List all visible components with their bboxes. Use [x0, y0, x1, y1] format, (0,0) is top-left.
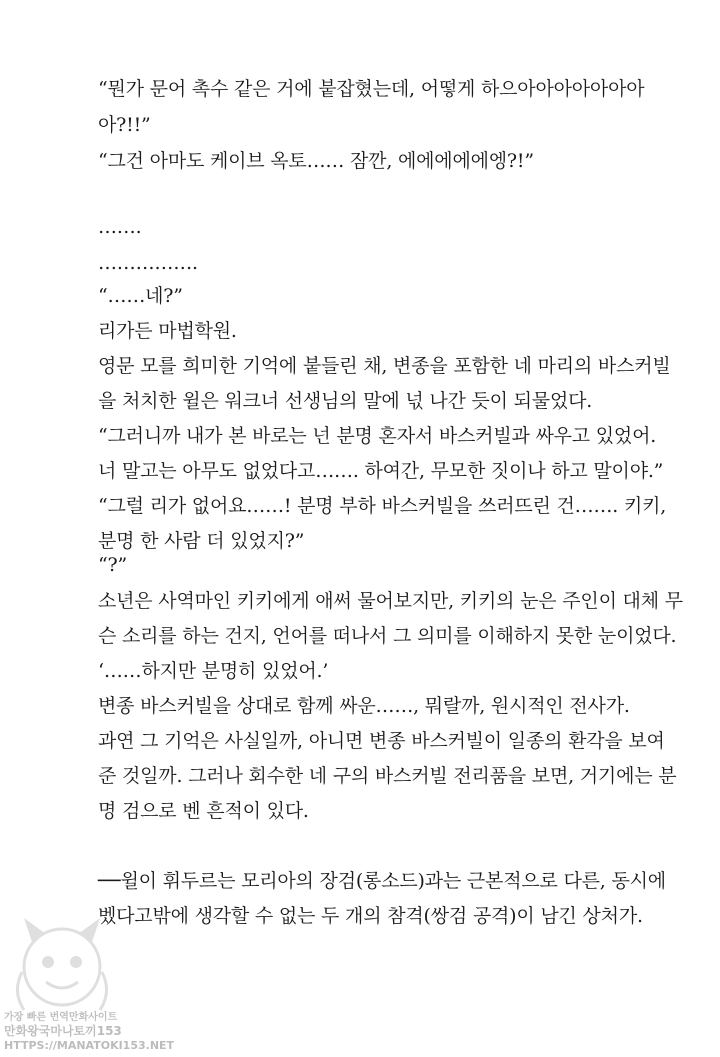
text-line: 분명 한 사람 더 있었지?” [98, 530, 305, 552]
watermark-mascot-icon [2, 912, 122, 1022]
watermark-site-name: 만화왕국마나토끼153 [4, 1024, 122, 1038]
watermark-url: HTTPS://MANATOKI153.NET [4, 1039, 175, 1052]
text-line: “그럴 리가 없어요……! 분명 부하 바스커빌을 쓰러뜨린 건……. 키키, [98, 495, 667, 517]
text-line: 변종 바스커빌을 상대로 함께 싸운……, 뭐랄까, 원시적인 전사가. [98, 695, 630, 717]
text-line: 준 것일까. 그러나 회수한 네 구의 바스커빌 전리품을 보면, 거기에는 분 [98, 765, 677, 787]
text-line: 슨 소리를 하는 건지, 언어를 떠나서 그 의미를 이해하지 못한 눈이었다. [98, 625, 677, 647]
watermark-tagline: 가장 빠른 번역만화사이트 [4, 1012, 118, 1023]
text-line: “?” [98, 554, 128, 576]
text-line: “……네?” [98, 285, 183, 307]
text-line: 소년은 사역마인 키키에게 애써 물어보지만, 키키의 눈은 주인이 대체 무 [98, 590, 683, 612]
text-line: ……………. [98, 252, 198, 274]
text-line: 아?!!” [98, 114, 151, 136]
text-line: 영문 모를 희미한 기억에 붙들린 채, 변종을 포함한 네 마리의 바스커빌 [98, 355, 671, 377]
text-line: ──윌이 휘두르는 모리아의 장검(롱소드)과는 근본적으로 다른, 동시에 [98, 870, 666, 892]
text-line: 벴다고밖에 생각할 수 없는 두 개의 참격(쌍검 공격)이 남긴 상처가. [98, 905, 643, 927]
text-line: 너 말고는 아무도 없었다고……. 하여간, 무모한 짓이나 하고 말이야.” [98, 460, 664, 482]
text-line: 리가든 마법학원. [98, 320, 237, 342]
text-line: 을 처치한 윌은 워크너 선생님의 말에 넋 나간 듯이 되물었다. [98, 390, 593, 412]
text-line: “그러니까 내가 본 바로는 넌 분명 혼자서 바스커빌과 싸우고 있었어. [98, 425, 657, 447]
text-line: ‘……하지만 분명히 있었어.’ [98, 660, 329, 682]
text-line: “그건 아마도 케이브 옥토…… 잠깐, 에에에에에엥?!” [98, 150, 534, 172]
text-line: 명 검으로 벤 흔적이 있다. [98, 800, 309, 822]
text-line: ……. [98, 216, 142, 238]
text-line: “뭔가 문어 촉수 같은 거에 붙잡혔는데, 어떻게 하으아아아아아아아 [98, 78, 645, 100]
text-line: 과연 그 기억은 사실일까, 아니면 변종 바스커빌이 일종의 환각을 보여 [98, 730, 665, 752]
